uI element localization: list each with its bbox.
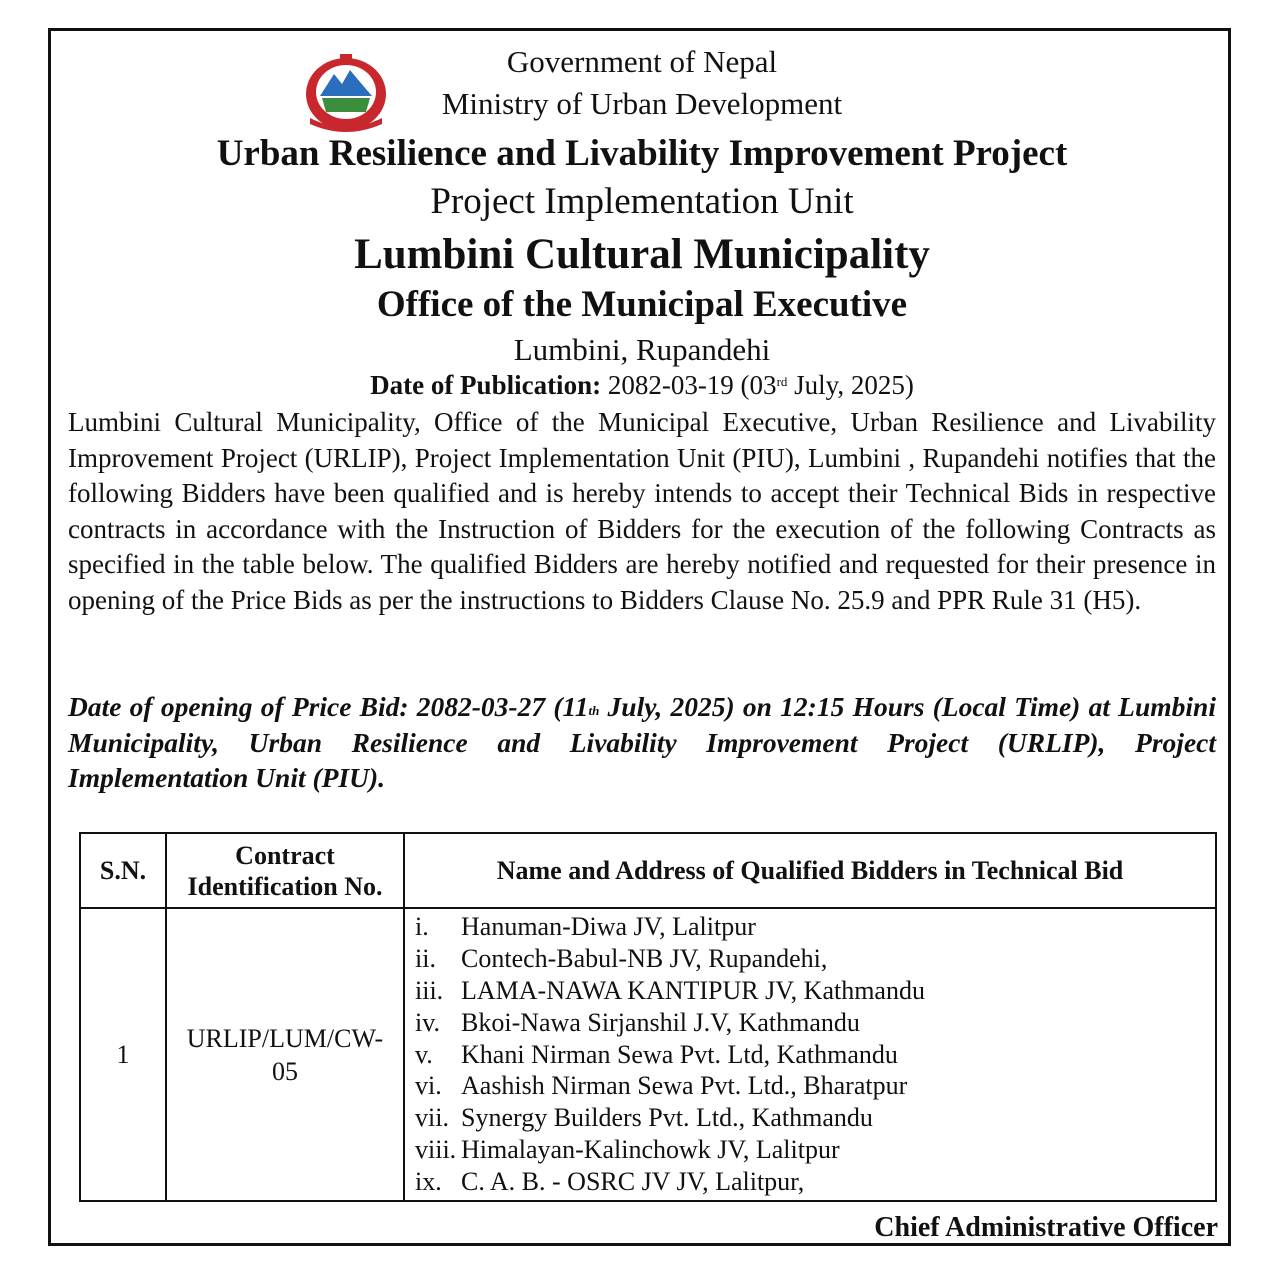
bidders-table — [79, 832, 1217, 1202]
bidder-number: vii. — [415, 1103, 449, 1133]
opening-suffix: th — [588, 703, 600, 718]
bidder-number: viii. — [415, 1135, 457, 1165]
bidder-number: v. — [415, 1039, 433, 1069]
bidder-item — [415, 1039, 1215, 1071]
header-contract-line2: Identification No. — [187, 871, 383, 901]
bidder-name: Synergy Builders Pvt. Ltd., Kathmandu — [461, 1103, 873, 1133]
table-row — [80, 908, 1216, 1201]
bidder-item — [415, 1007, 1215, 1039]
bidder-name: LAMA-NAWA KANTIPUR JV, Kathmandu — [461, 975, 925, 1005]
unit-heading: Project Implementation Unit — [430, 181, 854, 222]
cell-sn: 1 — [80, 908, 166, 1201]
bidder-name: Hanuman-Diwa JV, Lalitpur — [461, 912, 756, 941]
bidder-item — [415, 1102, 1215, 1134]
bidder-number: ix. — [415, 1167, 442, 1197]
office-heading: Office of the Municipal Executive — [376, 284, 908, 325]
cell-bidders — [404, 908, 1216, 1201]
price-bid-opening — [68, 689, 1216, 796]
bidder-number: vi. — [415, 1071, 442, 1101]
bidder-name: Bkoi-Nawa Sirjanshil J.V, Kathmandu — [461, 1007, 860, 1037]
bidder-item — [415, 911, 1215, 943]
bidder-name: C. A. B. - OSRC JV JV, Lalitpur, — [461, 1167, 805, 1197]
bidder-number: iii. — [415, 975, 444, 1005]
cell-contract-id — [166, 908, 404, 1201]
bidder-name: Contech-Babul-NB JV, Rupandehi, — [461, 943, 828, 973]
bidder-name: Aashish Nirman Sewa Pvt. Ltd., Bharatpur — [461, 1071, 908, 1101]
publication-date-suffix: rd — [776, 374, 788, 389]
header-bidders: Name and Address of Qualified Bidders in Technical Bid — [404, 833, 1216, 908]
header-contract-line1: Contract — [235, 840, 335, 870]
publication-date-label: Date of Publication: — [370, 370, 602, 400]
bidder-number: i. — [415, 912, 429, 941]
table-header-row — [80, 833, 1216, 908]
bidder-number: iv. — [415, 1007, 441, 1037]
municipality-heading: Lumbini Cultural Municipality — [354, 231, 930, 278]
bidder-item — [415, 1166, 1215, 1198]
signature: Chief Administrative Officer — [874, 1212, 1218, 1243]
bidder-name: Himalayan-Kalinchowk JV, Lalitpur — [461, 1135, 840, 1165]
government-heading: Government of Nepal — [506, 44, 778, 79]
publication-date-value: 2082-03-19 (03 — [607, 370, 777, 400]
contract-id-line2: 05 — [272, 1056, 298, 1086]
bidder-number: ii. — [415, 943, 436, 973]
publication-date — [0, 370, 1284, 401]
bidder-item — [415, 1134, 1215, 1166]
bidder-item — [415, 1070, 1215, 1102]
bidder-item — [415, 943, 1215, 975]
header-sn: S.N. — [80, 833, 166, 908]
header-contract-id — [166, 833, 404, 908]
bidder-name: Khani Nirman Sewa Pvt. Ltd, Kathmandu — [461, 1039, 898, 1069]
location-heading: Lumbini, Rupandehi — [513, 332, 771, 367]
bidder-item — [415, 975, 1215, 1007]
notice-body: Lumbini Cultural Municipality, Office of the Municipal Executive, Urban Resilience and Livability Improvement Project (URLIP), Project Implementation Unit (PIU), Lumbini , Rupandehi notifies that the following Bidders have been qualified and is hereby intends to accept their Technical Bids in respective contracts in accordance with the Instruction of Bidders for the execution of the following Contracts as specified in the table below. The qualified Bidders are hereby notified and requested for their presence in opening of the Price Bids as per the instructions to Bidders Clause No. 25.9 and PPR Rule 31 (H5). — [68, 407, 1216, 615]
opening-text: Date of opening of Price Bid: 2082-03-27 (11 — [68, 691, 589, 722]
project-heading: Urban Resilience and Livability Improvement Project — [216, 133, 1068, 174]
opening-text-end: July, 2025) on 12:15 Hours (Local Time) at Lumbini Municipality, Urban Resilience and Livability Improvement Project (URLIP), Project Implementation Unit (PIU). — [68, 691, 1216, 793]
ministry-heading: Ministry of Urban Development — [441, 86, 843, 121]
contract-id-line1: URLIP/LUM/CW- — [186, 1023, 384, 1053]
publication-date-value-end: July, 2025) — [787, 370, 914, 400]
